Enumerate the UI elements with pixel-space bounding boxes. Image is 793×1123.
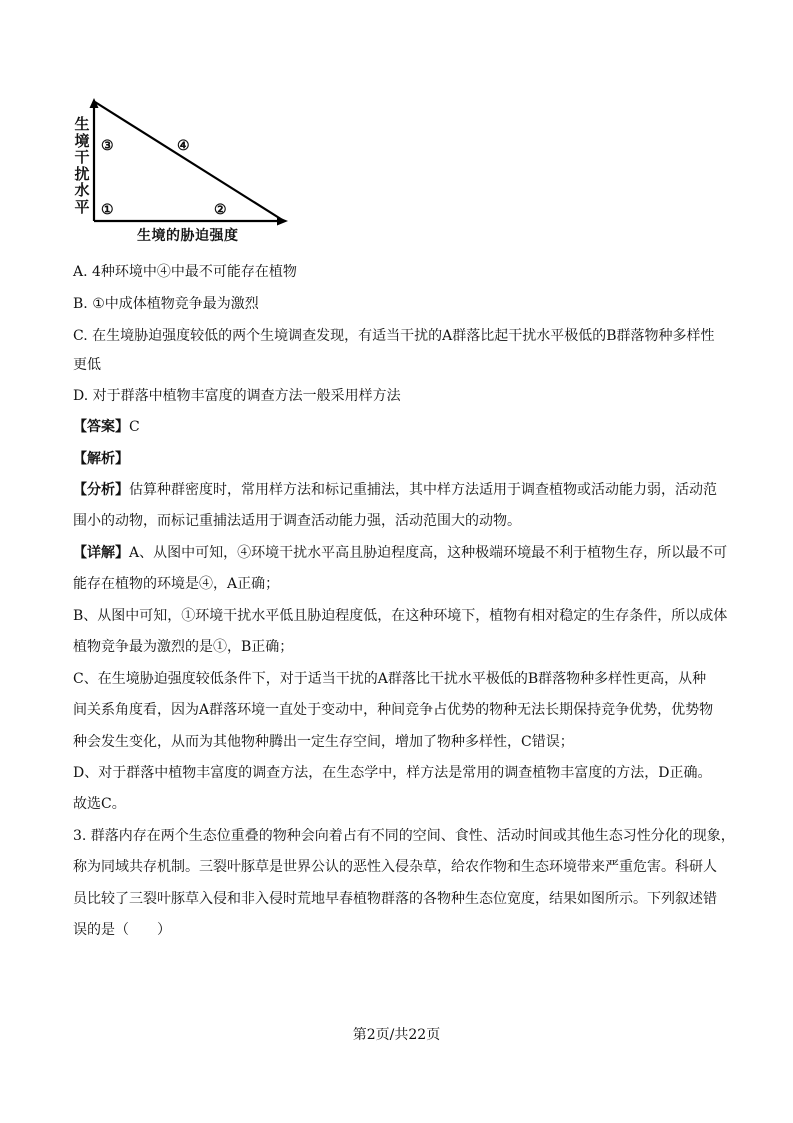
xiangjie-line-4: 植物竞争最为激烈的是①，B正确； [73,639,294,655]
option-c-line-2: 更低 [73,357,101,373]
hypotenuse-line [95,102,284,221]
xiangjie-line-9: 故选C。 [73,796,126,812]
option-b: B. ①中成体植物竞争最为激烈 [73,296,259,312]
option-c-line-1: C. 在生境胁迫强度较低的两个生境调查发现，有适当干扰的A群落比起干扰水平极低的B群落物种多样性 [73,328,715,344]
region-label-3: ③ [101,138,114,154]
xiangjie-line-6: 间关系角度看，因为A群落环境一直处于变动中，种间竞争占优势的物种无法长期保持竞争优势，优势物 [73,702,714,718]
question-3-line-4: 误的是（ ） [73,922,171,938]
y-axis-label: 生境干扰水平 [74,115,90,216]
option-d: D. 对于群落中植物丰富度的调查方法一般采用样方法 [73,388,401,404]
question-3-line-3: 员比较了三裂叶豚草入侵和非入侵时荒地早春植物群落的各物种生态位宽度，结果如图所示。下列叙述错 [73,891,717,907]
xiangjie-label: 【详解】 [73,545,129,561]
option-a: A. 4种环境中④中最不可能存在植物 [73,264,297,280]
page-number-footer: 第2页/共22页 [352,1027,441,1043]
answer-line [73,417,733,437]
xiangjie-line-2: 能存在植物的环境是④，A正确； [73,576,280,592]
question-3-line-1: 3. 群落内存在两个生态位重叠的物种会向着占有不同的空间、食性、活动时间或其他生态习性分化的现象， [73,828,735,844]
fenxi-line-1 [73,480,733,500]
xiangjie-line-7: 种会发生变化，从而为其他物种腾出一定生存空间，增加了物种多样性，C错误； [73,734,574,750]
stress-disturbance-diagram [66,94,296,249]
fenxi-text-1: 估算种群密度时，常用样方法和标记重捕法，其中样方法适用于调查植物或活动能力弱，活动范 [129,482,717,498]
analysis-title: 【解析】 [73,451,129,467]
answer-value: C [129,419,140,435]
xiangjie-text-1: A、从图中可知，④环境干扰水平高且胁迫程度高，这种极端环境最不利于植物生存，所以最不可 [129,545,728,561]
region-label-1: ① [101,202,114,218]
xiangjie-line-5: C、在生境胁迫强度较低条件下，对于适当干扰的A群落比干扰水平极低的B群落物种多样性更高，从种 [73,671,707,687]
fenxi-line-2: 围小的动物，而标记重捕法适用于调查活动能力强，活动范围大的动物。 [73,513,521,529]
answer-label: 【答案】 [73,419,129,435]
xiangjie-line-3: B、从图中可知，①环境干扰水平低且胁迫程度低，在这种环境下，植物有相对稳定的生存条件，所以成体 [73,608,728,624]
region-label-4: ④ [177,138,190,154]
fenxi-label: 【分析】 [73,482,129,498]
x-axis-label: 生境的胁迫强度 [137,228,239,244]
question-3-line-2: 称为同域共存机制。三裂叶豚草是世界公认的恶性入侵杂草，给农作物和生态环境带来严重危害。科研人 [73,859,717,875]
xiangjie-line-8: D、对于群落中植物丰富度的调查方法，在生态学中，样方法是常用的调查植物丰富度的方法，D正确。 [73,765,712,781]
region-label-2: ② [214,202,227,218]
xiangjie-line-1 [73,543,733,563]
